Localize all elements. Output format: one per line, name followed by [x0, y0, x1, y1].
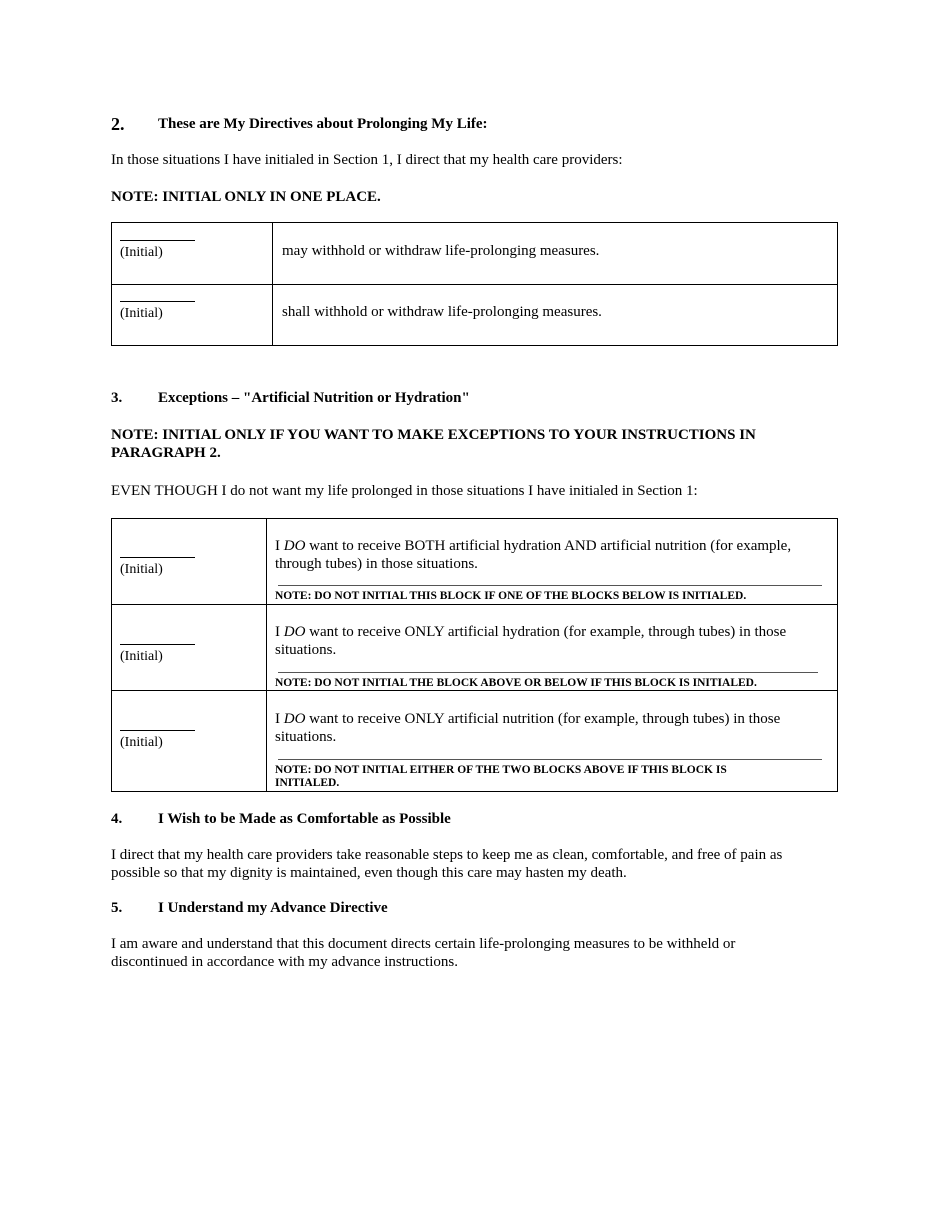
block-note-line1: NOTE: DO NOT INITIAL EITHER OF THE TWO BLOCKS ABOVE IF THIS BLOCK IS: [275, 764, 727, 776]
directive-text: shall withhold or withdraw life-prolonging measures.: [282, 304, 602, 320]
initial-label: (Initial): [120, 649, 163, 664]
directive-text: may withhold or withdraw life-prolonging measures.: [282, 243, 600, 259]
initial-label: (Initial): [120, 245, 163, 260]
section-5-number: 5.: [111, 900, 123, 916]
section-4-line1: I direct that my health care providers take reasonable steps to keep me as clean, comfortable, and free of pain as: [111, 847, 783, 863]
section-4-number: 4.: [111, 811, 123, 827]
section-2-title: These are My Directives about Prolonging My Life:: [158, 116, 488, 132]
note-rule: [278, 672, 818, 673]
initial-line[interactable]: [120, 644, 195, 645]
initial-label: (Initial): [120, 306, 163, 321]
exception-text-cont: situations.: [275, 642, 337, 658]
exception-text: I DO want to receive ONLY artificial nutrition (for example, through tubes) in those: [275, 711, 781, 727]
initial-line[interactable]: [120, 301, 195, 302]
note-rule: [278, 759, 822, 760]
row-divider: [111, 604, 838, 605]
initial-line[interactable]: [120, 730, 195, 731]
section-3-intro: EVEN THOUGH I do not want my life prolonged in those situations I have initialed in Section 1:: [111, 483, 698, 499]
exception-text-cont: through tubes) in those situations.: [275, 556, 478, 572]
section-3-number: 3.: [111, 390, 123, 406]
section-4-title: I Wish to be Made as Comfortable as Possible: [158, 811, 451, 827]
column-divider: [266, 518, 267, 792]
section-5-line2: discontinued in accordance with my advance instructions.: [111, 954, 458, 970]
row-divider: [111, 690, 838, 691]
row-divider: [111, 284, 838, 285]
initial-label: (Initial): [120, 562, 163, 577]
block-note: NOTE: DO NOT INITIAL THE BLOCK ABOVE OR BELOW IF THIS BLOCK IS INITIALED.: [275, 677, 757, 689]
initial-line[interactable]: [120, 557, 195, 558]
section-3-note-line1: NOTE: INITIAL ONLY IF YOU WANT TO MAKE EXCEPTIONS TO YOUR INSTRUCTIONS IN: [111, 427, 756, 443]
exception-text: I DO want to receive BOTH artificial hydration AND artificial nutrition (for example,: [275, 538, 792, 554]
section-2-note: NOTE: INITIAL ONLY IN ONE PLACE.: [111, 189, 381, 205]
initial-label: (Initial): [120, 735, 163, 750]
exception-text-cont: situations.: [275, 729, 337, 745]
note-rule: [278, 585, 822, 586]
section-3-title: Exceptions – "Artificial Nutrition or Hydration": [158, 390, 470, 406]
section-3-note-line2: PARAGRAPH 2.: [111, 445, 221, 461]
section-5-title: I Understand my Advance Directive: [158, 900, 388, 916]
block-note-line2: INITIALED.: [275, 777, 340, 789]
block-note: NOTE: DO NOT INITIAL THIS BLOCK IF ONE OF THE BLOCKS BELOW IS INITIALED.: [275, 590, 747, 602]
section-5-line1: I am aware and understand that this document directs certain life-prolonging measures to be withheld or: [111, 936, 736, 952]
section-2-number: 2.: [111, 114, 125, 134]
section-4-line2: possible so that my dignity is maintained, even though this care may hasten my death.: [111, 865, 627, 881]
exception-text: I DO want to receive ONLY artificial hydration (for example, through tubes) in those: [275, 624, 787, 640]
initial-line[interactable]: [120, 240, 195, 241]
section-2-intro: In those situations I have initialed in Section 1, I direct that my health care providers:: [111, 152, 623, 168]
